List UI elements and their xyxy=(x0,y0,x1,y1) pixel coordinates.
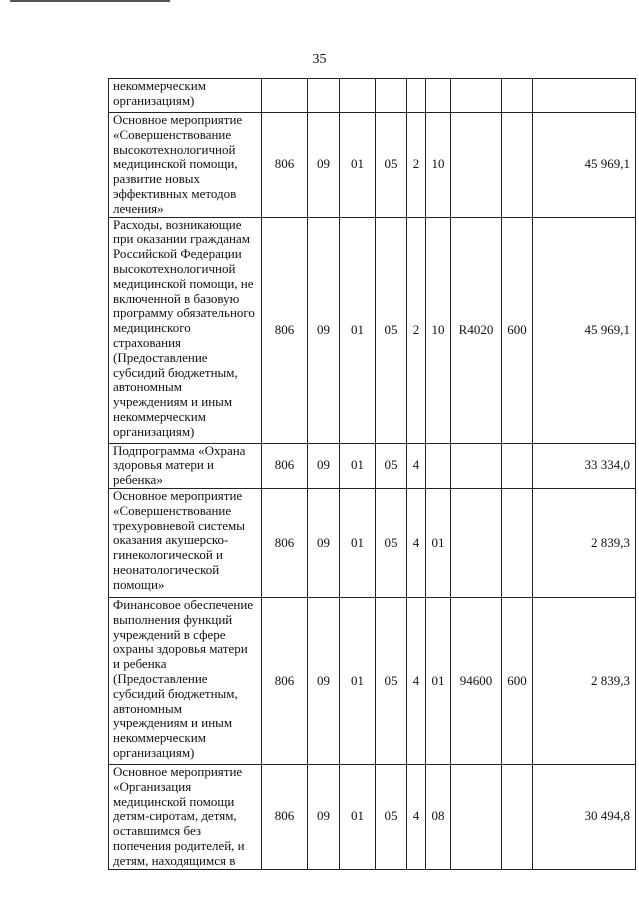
subsection-code-cell: 01 xyxy=(340,488,376,597)
expense-direction-cell xyxy=(451,764,502,869)
section-code-cell: 09 xyxy=(308,443,340,488)
item-name-line: Основное мероприятие xyxy=(113,764,243,779)
item-name-line: охраны здоровья матери xyxy=(113,641,248,657)
item-name-line: «Совершенствование xyxy=(113,126,232,142)
expense-type-cell xyxy=(502,764,533,869)
item-name-line: «Совершенствование xyxy=(113,502,232,518)
table-row xyxy=(109,764,636,869)
amount-cell: 45 969,1 xyxy=(533,113,636,218)
item-name-line: страхования xyxy=(113,334,182,350)
item-name-line: лечения» xyxy=(113,200,164,216)
table-row xyxy=(109,79,636,113)
section-code-cell xyxy=(308,79,340,113)
expense-type-cell xyxy=(502,488,533,597)
item-name-line: некоммерческим xyxy=(113,730,206,746)
program-code-cell xyxy=(376,79,407,113)
amount-cell: 33 334,0 xyxy=(533,443,636,488)
subprogram-code-cell: 4 xyxy=(407,764,426,869)
expense-type-cell xyxy=(502,113,533,218)
subsection-code-cell: 01 xyxy=(340,597,376,764)
expense-direction-cell: R4020 xyxy=(451,217,502,443)
item-name-line: детям-сиротам, детям, xyxy=(113,808,237,824)
program-code-cell: 05 xyxy=(376,597,407,764)
item-name-cell xyxy=(109,488,262,597)
item-name-line: организациям) xyxy=(113,92,195,108)
item-name-line: Подпрограмма «Охрана xyxy=(113,443,246,458)
program-code-cell: 05 xyxy=(376,113,407,218)
item-name-line: организациям) xyxy=(113,423,195,439)
item-name-line: развитие новых xyxy=(113,171,200,187)
program-code-cell: 05 xyxy=(376,443,407,488)
expense-direction-cell xyxy=(451,443,502,488)
item-name-line: ребенка» xyxy=(113,472,163,488)
item-name-line: неонатологической xyxy=(113,561,220,577)
amount-cell: 2 839,3 xyxy=(533,597,636,764)
section-code-cell: 09 xyxy=(308,597,340,764)
subprogram-code-cell: 2 xyxy=(407,217,426,443)
main-event-code-cell xyxy=(426,79,451,113)
admin-code-cell: 806 xyxy=(262,764,308,869)
subsection-code-cell: 01 xyxy=(340,113,376,218)
expense-type-cell: 600 xyxy=(502,217,533,443)
item-name-cell xyxy=(109,113,262,218)
section-code-cell: 09 xyxy=(308,488,340,597)
section-code-cell: 09 xyxy=(308,764,340,869)
item-name-line: (Предоставление xyxy=(113,670,208,686)
item-name-line: выполнения функций xyxy=(113,611,233,627)
expense-type-cell: 600 xyxy=(502,597,533,764)
subprogram-code-cell: 4 xyxy=(407,597,426,764)
item-name-line: Расходы, возникающие xyxy=(113,217,242,232)
item-name-line: высокотехнологичной xyxy=(113,141,236,157)
main-event-code-cell: 08 xyxy=(426,764,451,869)
main-event-code-cell: 01 xyxy=(426,597,451,764)
item-name-line: автономным xyxy=(113,700,182,716)
item-name-line: организациям) xyxy=(113,744,195,760)
expense-type-cell xyxy=(502,79,533,113)
budget-table-body xyxy=(109,79,636,870)
expense-direction-cell: 94600 xyxy=(451,597,502,764)
item-name-line: Российской Федерации xyxy=(113,246,242,262)
item-name-line: (Предоставление xyxy=(113,349,208,365)
item-name-line: оставшимся без xyxy=(113,823,202,839)
item-name-cell xyxy=(109,217,262,443)
subprogram-code-cell: 2 xyxy=(407,113,426,218)
item-name-line: учреждениям и иным xyxy=(113,394,233,410)
item-name-line: медицинской помощи, xyxy=(113,156,238,172)
item-name-line: «Организация xyxy=(113,778,192,794)
item-name-cell xyxy=(109,764,262,869)
page-number: 35 xyxy=(312,52,327,67)
expense-direction-cell xyxy=(451,113,502,218)
item-name-cell xyxy=(109,79,262,113)
item-name-line: высокотехнологичной xyxy=(113,260,236,276)
amount-cell: 45 969,1 xyxy=(533,217,636,443)
item-name-line: Основное мероприятие xyxy=(113,112,243,127)
table-row xyxy=(109,488,636,597)
item-name-line: трехуровневой системы xyxy=(113,517,245,533)
section-code-cell: 09 xyxy=(308,113,340,218)
subprogram-code-cell: 4 xyxy=(407,488,426,597)
amount-cell: 30 494,8 xyxy=(533,764,636,869)
amount-cell xyxy=(533,79,636,113)
item-name-line: при оказании гражданам xyxy=(113,231,251,247)
subprogram-code-cell: 4 xyxy=(407,443,426,488)
admin-code-cell: 806 xyxy=(262,597,308,764)
item-name-line: программу обязательного xyxy=(113,305,255,321)
item-name-line: медицинского xyxy=(113,320,191,336)
expense-type-cell xyxy=(502,443,533,488)
item-name-line: и ребенка xyxy=(113,656,167,672)
scan-edge-mark xyxy=(10,0,170,2)
program-code-cell: 05 xyxy=(376,488,407,597)
main-event-code-cell: 01 xyxy=(426,488,451,597)
program-code-cell: 05 xyxy=(376,764,407,869)
amount-cell: 2 839,3 xyxy=(533,488,636,597)
item-name-line: включенной в базовую xyxy=(113,290,240,306)
item-name-line: помощи» xyxy=(113,576,165,592)
admin-code-cell: 806 xyxy=(262,488,308,597)
item-name-line: Финансовое обеспечение xyxy=(113,597,254,612)
item-name-line: некоммерческим xyxy=(113,408,206,424)
table-row xyxy=(109,217,636,443)
item-name-line: субсидий бюджетным, xyxy=(113,685,238,701)
item-name-line: попечения родителей, и xyxy=(113,837,245,853)
item-name-line: оказания акушерско- xyxy=(113,532,229,548)
item-name-line: Основное мероприятие xyxy=(113,488,243,503)
item-name-line: медицинской помощи, не xyxy=(113,275,254,291)
subsection-code-cell: 01 xyxy=(340,217,376,443)
admin-code-cell xyxy=(262,79,308,113)
expense-direction-cell xyxy=(451,488,502,597)
item-name-line: здоровья матери и xyxy=(113,457,214,473)
admin-code-cell: 806 xyxy=(262,113,308,218)
section-code-cell: 09 xyxy=(308,217,340,443)
admin-code-cell: 806 xyxy=(262,443,308,488)
item-name-cell xyxy=(109,443,262,488)
table-row xyxy=(109,113,636,218)
item-name-line: медицинской помощи xyxy=(113,793,235,809)
item-name-line: эффективных методов xyxy=(113,185,237,201)
main-event-code-cell: 10 xyxy=(426,217,451,443)
item-name-line: гинекологической и xyxy=(113,547,223,563)
table-row xyxy=(109,597,636,764)
subsection-code-cell: 01 xyxy=(340,443,376,488)
subsection-code-cell xyxy=(340,79,376,113)
item-name-line: субсидий бюджетным, xyxy=(113,364,238,380)
budget-table xyxy=(108,78,636,870)
table-row xyxy=(109,443,636,488)
main-event-code-cell: 10 xyxy=(426,113,451,218)
item-name-line: детям, находящимся в xyxy=(113,852,236,868)
admin-code-cell: 806 xyxy=(262,217,308,443)
expense-direction-cell xyxy=(451,79,502,113)
main-event-code-cell xyxy=(426,443,451,488)
subprogram-code-cell xyxy=(407,79,426,113)
item-name-line: некоммерческим xyxy=(113,78,206,93)
program-code-cell: 05 xyxy=(376,217,407,443)
item-name-line: автономным xyxy=(113,379,182,395)
item-name-line: учреждениям и иным xyxy=(113,715,233,731)
item-name-line: учреждений в сфере xyxy=(113,626,226,642)
item-name-cell xyxy=(109,597,262,764)
subsection-code-cell: 01 xyxy=(340,764,376,869)
